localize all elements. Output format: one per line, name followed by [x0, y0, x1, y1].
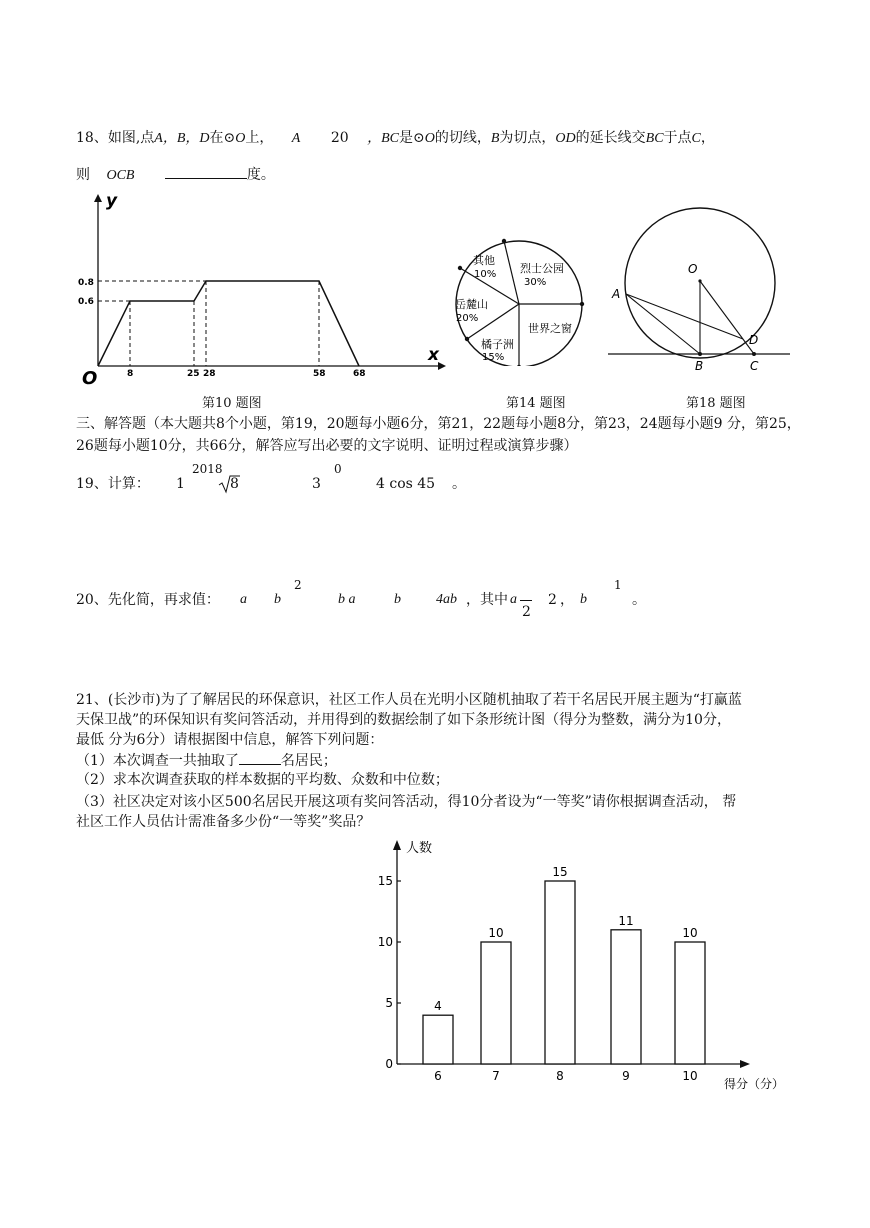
y-tick-06: 0.6 — [78, 297, 94, 307]
x-tick-58: 58 — [313, 369, 326, 379]
fig18-geometry — [604, 206, 792, 374]
chart-y-label: 人数 — [406, 841, 433, 856]
q19-exp0: 0 — [334, 462, 342, 476]
pie-label-juzi: 橘子洲 — [481, 338, 514, 351]
bar-value-9: 11 — [618, 913, 634, 928]
pie-label-lieshi: 烈士公园 — [520, 262, 564, 275]
q20-one: 1 — [614, 578, 622, 592]
q20-b2: b — [394, 592, 401, 607]
bar-9 — [611, 930, 641, 1064]
x-arrow — [438, 362, 446, 370]
q20-end: 。 — [632, 592, 646, 608]
q19-end: 。 — [452, 476, 466, 492]
x-tick-68: 68 — [353, 369, 366, 379]
chart-x-label: 得分（分） — [724, 1077, 785, 1091]
bar-value-10: 10 — [682, 926, 698, 940]
bar-10 — [675, 942, 705, 1064]
q19-three: 3 — [312, 476, 321, 492]
y-arrow — [94, 194, 102, 202]
point-o: O — [688, 262, 698, 276]
q20-b: b — [274, 592, 281, 607]
y-tick-label-10: 10 — [377, 935, 393, 949]
q21-part3a: （3）社区决定对该小区500名居民开展这项有奖问答活动，得10分者设为“一等奖”请你根据调查活动， 帮 — [76, 794, 737, 810]
x-axis-label: x — [428, 345, 439, 365]
q19-one: 1 — [176, 476, 185, 492]
pie-pct-juzi: 15% — [482, 352, 505, 363]
y-axis-label: y — [106, 191, 118, 211]
y-tick-label-15: 15 — [377, 874, 393, 888]
x-tick-25: 25 — [187, 369, 200, 379]
q21-part1: （1）本次调查一共抽取了 名居民； — [76, 750, 337, 771]
x-tick-28: 28 — [203, 369, 216, 379]
fig18-caption: 第18 题图 — [686, 396, 746, 411]
graph-line — [98, 281, 359, 366]
answer-blank[interactable] — [165, 164, 247, 179]
point-d: D — [749, 333, 759, 347]
origin-label: O — [82, 368, 98, 389]
q20-a2: a — [510, 592, 517, 607]
q19-sqrt8: 8 — [230, 476, 239, 492]
q20-comma: ， — [560, 592, 574, 608]
y-tick-08: 0.8 — [78, 278, 94, 288]
fig10-caption: 第10 题图 — [202, 396, 262, 411]
chart-y-arrow — [393, 840, 401, 850]
q21-line2: 天保卫战”的环保知识有奖问答活动，并用得到的数据绘制了如下条形统计图（得分为整数，满分为10分， — [76, 712, 731, 728]
bar-value-7: 10 — [488, 926, 504, 940]
pie-pct-yuelu: 20% — [456, 313, 479, 324]
section3-line1: 三、解答题（本大题共8个小题，第19，20题每小题6分，第21，22题每小题8分，第23，24题每小题9 分，第25， — [76, 416, 801, 432]
x-tick-label-8: 8 — [556, 1069, 564, 1083]
y-tick-label-0: 0 — [385, 1057, 393, 1071]
q21-part2: （2）求本次调查获取的样本数据的平均数、众数和中位数； — [76, 772, 449, 788]
point-b: B — [695, 359, 704, 373]
q20-b3: b — [580, 592, 587, 607]
q18-line1: 18、如图,点A，B，D在⊙O上， A 20 ，BC是⊙O的切线，B为切点，OD的延长线交BC于点C， — [76, 130, 715, 146]
chart-x-arrow — [740, 1060, 750, 1068]
q19-label: 19、计算： — [76, 476, 150, 492]
bar-value-8: 15 — [552, 865, 568, 879]
bar-chart — [366, 836, 806, 1096]
x-tick-8: 8 — [127, 369, 134, 379]
x-tick-label-6: 6 — [434, 1069, 442, 1083]
bar-6 — [423, 1015, 453, 1064]
q19-exp2018: 2018 — [192, 462, 223, 476]
fig10-graph — [76, 188, 446, 390]
q19-cos: 4 cos 45 — [376, 476, 436, 492]
pie-label-window: 世界之窗 — [528, 322, 572, 335]
q18-line2: 则 OCB 度。 — [76, 164, 275, 186]
q21-line3: 最低 分为6分）请根据图中信息，解答下列问题： — [76, 732, 384, 748]
point-c: C — [750, 359, 759, 373]
pie-label-yuelu: 岳麓山 — [455, 298, 488, 311]
bar-8 — [545, 881, 575, 1064]
q20-where: ，其中 — [466, 592, 508, 608]
q20-4ab: 4ab — [436, 592, 457, 607]
q20-exp2: 2 — [294, 578, 302, 592]
q21-line1: 21、(长沙市)为了了解居民的环保意识，社区工作人员在光明小区随机抽取了若干名居民开展主题为“打赢蓝 — [76, 692, 742, 708]
q20-label: 20、先化简，再求值： — [76, 592, 220, 608]
fig14-pie — [448, 226, 594, 366]
x-tick-label-10: 10 — [682, 1069, 698, 1083]
pie-pct-lieshi: 30% — [524, 277, 547, 288]
count-blank[interactable] — [239, 750, 281, 765]
point-a: A — [612, 287, 621, 301]
y-tick-label-5: 5 — [385, 996, 393, 1010]
q20-half-den: 2 — [522, 604, 531, 620]
q20-ba: b a — [338, 592, 356, 607]
q20-val2: 2 — [548, 592, 557, 608]
x-tick-label-7: 7 — [492, 1069, 500, 1083]
q21-part3b: 社区工作人员估计需准备多少份“一等奖”奖品？ — [76, 814, 371, 830]
section3-line2: 26题每小题10分，共66分，解答应写出必要的文字说明、证明过程或演算步骤） — [76, 438, 578, 454]
q20-a: a — [240, 592, 247, 607]
fraction-bar — [520, 600, 532, 601]
fig14-caption: 第14 题图 — [506, 396, 566, 411]
x-tick-label-9: 9 — [622, 1069, 630, 1083]
pie-label-other: 其他 — [473, 254, 495, 267]
pie-pct-other: 10% — [474, 269, 497, 280]
bar-value-6: 4 — [434, 999, 442, 1014]
bar-7 — [481, 942, 511, 1064]
